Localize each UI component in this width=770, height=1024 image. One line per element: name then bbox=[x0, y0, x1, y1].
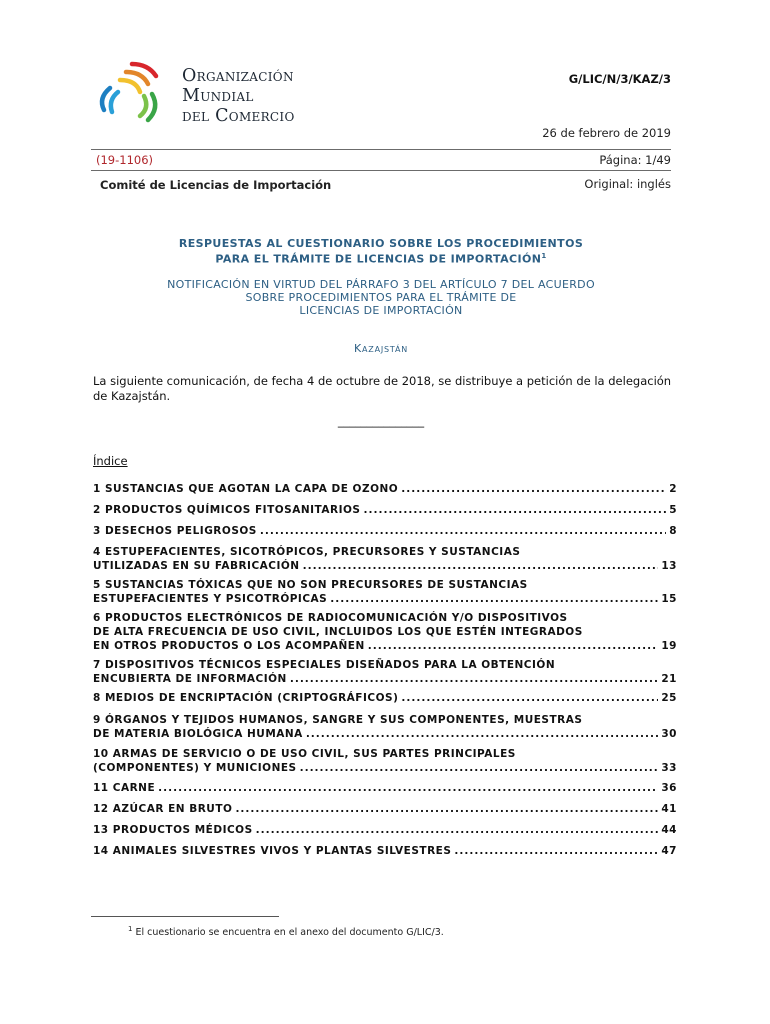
toc-entry-title: 10 ARMAS DE SERVICIO O DE USO CIVIL, SUS PARTES PRINCIPALES bbox=[93, 748, 516, 760]
toc-entry-line bbox=[93, 823, 677, 837]
toc-entry-line bbox=[93, 761, 677, 775]
toc-entry-title: DE ALTA FRECUENCIA DE USO CIVIL, INCLUIDOS LOS QUE ESTÉN INTEGRADOS bbox=[93, 626, 583, 638]
toc-entry[interactable] bbox=[93, 713, 677, 741]
document-number: (19-1106) bbox=[96, 153, 154, 167]
toc-entry[interactable] bbox=[93, 482, 677, 496]
org-line-2: Mundial bbox=[182, 86, 254, 106]
toc-entry[interactable] bbox=[93, 545, 677, 573]
committee-name: Comité de Licencias de Importación bbox=[100, 178, 332, 192]
toc-entry-title: 2 PRODUCTOS QUÍMICOS FITOSANITARIOS bbox=[93, 504, 361, 516]
toc-entry-title: 7 DISPOSITIVOS TÉCNICOS ESPECIALES DISEÑADOS PARA LA OBTENCIÓN bbox=[93, 659, 556, 671]
toc-entry[interactable] bbox=[93, 691, 677, 705]
wto-logo bbox=[90, 58, 172, 130]
org-line-3: del Comercio bbox=[182, 106, 295, 126]
toc-entry[interactable] bbox=[93, 747, 677, 775]
toc-entry-title: 1 SUSTANCIAS QUE AGOTAN LA CAPA DE OZONO bbox=[93, 483, 399, 495]
country-name bbox=[91, 342, 671, 355]
wto-logo-icon bbox=[90, 58, 172, 130]
toc-entry[interactable] bbox=[93, 802, 677, 816]
toc-entry-line bbox=[93, 545, 677, 559]
toc-page-number: 5 bbox=[669, 504, 677, 516]
title-line-1: RESPUESTAS AL CUESTIONARIO SOBRE LOS PROCEDIMIENTOS bbox=[178, 237, 584, 250]
toc-heading: Índice bbox=[93, 454, 128, 468]
toc-entry-title: ENCUBIERTA DE INFORMACIÓN bbox=[93, 673, 287, 685]
toc-entry-line bbox=[93, 503, 677, 517]
subtitle-line-3: LICENCIAS DE IMPORTACIÓN bbox=[299, 304, 463, 317]
document-subtitle bbox=[91, 278, 671, 317]
toc-entry-title: DE MATERIA BIOLÓGICA HUMANA bbox=[93, 728, 303, 740]
toc-page-number: 36 bbox=[661, 782, 677, 794]
divider-bottom bbox=[91, 170, 671, 171]
toc-entry-title: 12 AZÚCAR EN BRUTO bbox=[93, 803, 233, 815]
toc-page-number: 30 bbox=[661, 728, 677, 740]
toc-entry-title: (COMPONENTES) Y MUNICIONES bbox=[93, 762, 297, 774]
toc-page-number: 47 bbox=[661, 845, 677, 857]
toc-entry-title: 5 SUSTANCIAS TÓXICAS QUE NO SON PRECURSORES DE SUSTANCIAS bbox=[93, 579, 528, 591]
toc-leader-dots bbox=[401, 691, 658, 705]
toc-entry-line bbox=[93, 802, 677, 816]
toc-entry-title: 4 ESTUPEFACIENTES, SICOTRÓPICOS, PRECURSORES Y SUSTANCIAS bbox=[93, 546, 521, 558]
toc-leader-dots bbox=[235, 802, 658, 816]
toc-entry-title: 8 MEDIOS DE ENCRIPTACIÓN (CRIPTOGRÁFICOS) bbox=[93, 692, 399, 704]
toc-page-number: 41 bbox=[661, 803, 677, 815]
toc-entry[interactable] bbox=[93, 844, 677, 858]
org-line-1: Organización bbox=[182, 66, 294, 86]
toc-entry-line bbox=[93, 482, 677, 496]
toc-entry-line bbox=[93, 781, 677, 795]
document-title bbox=[91, 237, 671, 266]
title-line-2-text: PARA EL TRÁMITE DE LICENCIAS DE IMPORTACIÓN bbox=[215, 252, 542, 266]
toc-entry-line bbox=[93, 592, 677, 606]
toc-leader-dots bbox=[260, 524, 666, 538]
subtitle-line-2: SOBRE PROCEDIMIENTOS PARA EL TRÁMITE DE bbox=[245, 291, 517, 304]
toc-entry-line bbox=[93, 578, 677, 592]
toc-page-number: 25 bbox=[661, 692, 677, 704]
toc-page-number: 21 bbox=[661, 673, 677, 685]
intro-paragraph bbox=[93, 374, 683, 404]
toc-entry-title: 3 DESECHOS PELIGROSOS bbox=[93, 525, 257, 537]
document-symbol: G/LIC/N/3/KAZ/3 bbox=[568, 72, 671, 86]
toc-leader-dots bbox=[300, 761, 659, 775]
intro-line-1: La siguiente comunicación, de fecha 4 de octubre de 2018, se distribuye a petición de la delegación bbox=[93, 374, 672, 388]
toc-page-number: 19 bbox=[661, 640, 677, 652]
toc-page-number: 15 bbox=[661, 593, 677, 605]
toc-entry-line bbox=[93, 727, 677, 741]
toc-leader-dots bbox=[306, 727, 659, 741]
toc-page-number: 8 bbox=[669, 525, 677, 537]
divider-top bbox=[91, 149, 671, 150]
toc-page-number: 2 bbox=[669, 483, 677, 495]
toc-entry[interactable] bbox=[93, 611, 677, 653]
toc-leader-dots bbox=[256, 823, 659, 837]
toc-entry-line bbox=[93, 844, 677, 858]
separator: _______________ bbox=[337, 414, 425, 428]
toc-page-number: 13 bbox=[661, 560, 677, 572]
toc-entry-title: EN OTROS PRODUCTOS O LOS ACOMPAÑEN bbox=[93, 640, 365, 652]
toc-leader-dots bbox=[401, 482, 666, 496]
toc-entry-line bbox=[93, 611, 677, 625]
toc-entry-line bbox=[93, 559, 677, 573]
page-indicator: Página: 1/49 bbox=[599, 153, 671, 167]
toc-entry[interactable] bbox=[93, 524, 677, 538]
toc-entry-title: 11 CARNE bbox=[93, 782, 156, 794]
toc-entry-title: UTILIZADAS EN SU FABRICACIÓN bbox=[93, 560, 300, 572]
toc-leader-dots bbox=[158, 781, 658, 795]
toc-page-number: 33 bbox=[661, 762, 677, 774]
toc-leader-dots bbox=[330, 592, 658, 606]
toc-entry-title: 9 ÓRGANOS Y TEJIDOS HUMANOS, SANGRE Y SUS COMPONENTES, MUESTRAS bbox=[93, 714, 583, 726]
toc-entry-title: ESTUPEFACIENTES Y PSICOTRÓPICAS bbox=[93, 593, 328, 605]
toc-entry-title: 6 PRODUCTOS ELECTRÓNICOS DE RADIOCOMUNICACIÓN Y/O DISPOSITIVOS bbox=[93, 612, 568, 624]
document-date: 26 de febrero de 2019 bbox=[542, 126, 671, 140]
toc-entry-line bbox=[93, 691, 677, 705]
original-language: Original: inglés bbox=[584, 177, 671, 191]
toc-entry-line bbox=[93, 658, 677, 672]
toc-entry[interactable] bbox=[93, 781, 677, 795]
toc-leader-dots bbox=[368, 639, 659, 653]
toc-entry[interactable] bbox=[93, 658, 677, 686]
toc-entry-title: 13 PRODUCTOS MÉDICOS bbox=[93, 824, 253, 836]
subtitle-line-1: NOTIFICACIÓN EN VIRTUD DEL PÁRRAFO 3 DEL ARTÍCULO 7 DEL ACUERDO bbox=[167, 278, 595, 291]
toc-entry-title: 14 ANIMALES SILVESTRES VIVOS Y PLANTAS SILVESTRES bbox=[93, 845, 452, 857]
toc-leader-dots bbox=[364, 503, 667, 517]
title-line-2 bbox=[91, 250, 671, 266]
toc-entry-line bbox=[93, 747, 677, 761]
toc-entry-line bbox=[93, 524, 677, 538]
toc-leader-dots bbox=[454, 844, 658, 858]
toc-entry[interactable] bbox=[93, 823, 677, 837]
footnote-number: 1 bbox=[128, 925, 133, 933]
toc-page-number: 44 bbox=[661, 824, 677, 836]
toc-entry[interactable] bbox=[93, 503, 677, 517]
country-text: Kazajstán bbox=[354, 342, 408, 355]
footnote bbox=[128, 925, 444, 938]
intro-line-2: de Kazajstán. bbox=[93, 389, 171, 403]
organization-name bbox=[182, 66, 295, 126]
toc-entry-line bbox=[93, 625, 677, 639]
toc-entry[interactable] bbox=[93, 578, 677, 606]
toc-entry-line bbox=[93, 672, 677, 686]
toc-leader-dots bbox=[303, 559, 659, 573]
footnote-text: El cuestionario se encuentra en el anexo del documento G/LIC/3. bbox=[135, 927, 444, 939]
toc-entry-line bbox=[93, 713, 677, 727]
footnote-rule bbox=[91, 916, 279, 917]
toc-leader-dots bbox=[290, 672, 659, 686]
footnote-ref: 1 bbox=[541, 252, 547, 260]
toc-entry-line bbox=[93, 639, 677, 653]
